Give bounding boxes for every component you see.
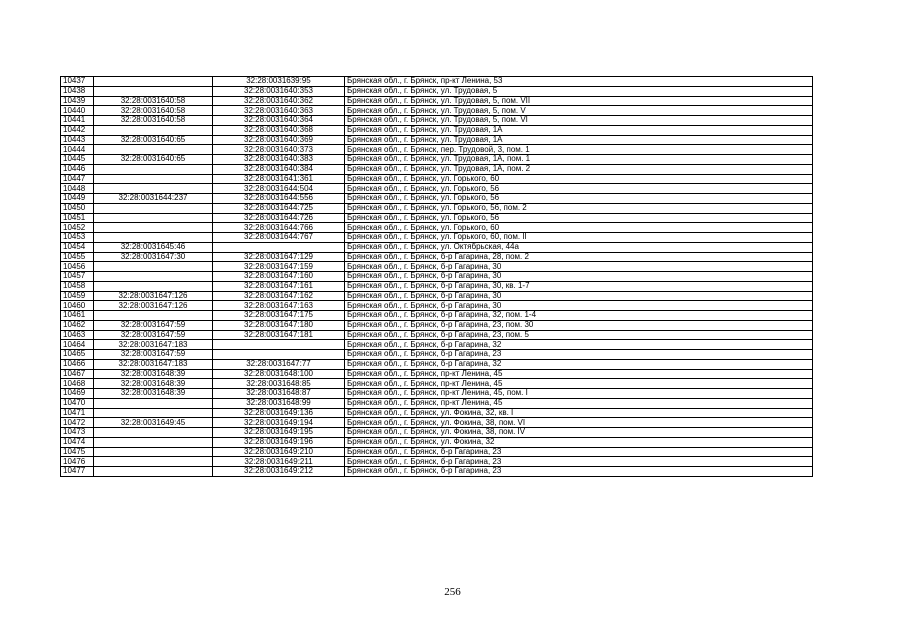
address-cell: Брянская обл., г. Брянск, ул. Трудовая, 5, пом. VI: [345, 116, 813, 126]
address-cell: Брянская обл., г. Брянск, ул. Горького, 56: [345, 184, 813, 194]
address-cell: Брянская обл., г. Брянск, ул. Трудовая, 1А, пом. 1: [345, 155, 813, 165]
table-row: [61, 106, 813, 116]
address-cell: Брянская обл., г. Брянск, ул. Трудовая, 5, пом. V: [345, 106, 813, 116]
table-row: [61, 281, 813, 291]
parent-cadastral-number-cell: 32:28:0031640:58: [94, 116, 213, 126]
cadastral-number-cell: 32:28:0031647:175: [213, 311, 345, 321]
cadastral-number-cell: 32:28:0031640:384: [213, 164, 345, 174]
table-row: [61, 252, 813, 262]
row-number-cell: 10472: [61, 418, 94, 428]
parent-cadastral-number-cell: [94, 398, 213, 408]
parent-cadastral-number-cell: 32:28:0031647:183: [94, 340, 213, 350]
address-cell: Брянская обл., г. Брянск, б-р Гагарина, 30, кв. 1-7: [345, 281, 813, 291]
parent-cadastral-number-cell: [94, 213, 213, 223]
table-row: [61, 467, 813, 477]
address-cell: Брянская обл., г. Брянск, ул. Фокина, 32, кв. I: [345, 408, 813, 418]
page-number: 256: [444, 586, 461, 598]
table-row: [61, 213, 813, 223]
table-row: [61, 340, 813, 350]
address-cell: Брянская обл., г. Брянск, б-р Гагарина, 30: [345, 291, 813, 301]
row-number-cell: 10446: [61, 164, 94, 174]
address-cell: Брянская обл., г. Брянск, ул. Трудовая, 1А: [345, 125, 813, 135]
parent-cadastral-number-cell: [94, 457, 213, 467]
table-row: [61, 233, 813, 243]
cadastral-number-cell: 32:28:0031640:362: [213, 96, 345, 106]
row-number-cell: 10465: [61, 350, 94, 360]
cadastral-number-cell: [213, 242, 345, 252]
address-cell: Брянская обл., г. Брянск, б-р Гагарина, 23, пом. 5: [345, 330, 813, 340]
parent-cadastral-number-cell: 32:28:0031644:237: [94, 194, 213, 204]
cadastral-number-cell: 32:28:0031647:129: [213, 252, 345, 262]
parent-cadastral-number-cell: [94, 311, 213, 321]
address-cell: Брянская обл., г. Брянск, б-р Гагарина, 23, пом. 30: [345, 320, 813, 330]
row-number-cell: 10470: [61, 398, 94, 408]
row-number-cell: 10443: [61, 135, 94, 145]
row-number-cell: 10473: [61, 428, 94, 438]
row-number-cell: 10474: [61, 437, 94, 447]
address-cell: Брянская обл., г. Брянск, б-р Гагарина, 28, пом. 2: [345, 252, 813, 262]
address-cell: Брянская обл., г. Брянск, б-р Гагарина, 23: [345, 467, 813, 477]
table-row: [61, 272, 813, 282]
table-row: [61, 330, 813, 340]
cadastral-number-cell: 32:28:0031648:99: [213, 398, 345, 408]
table-row: [61, 447, 813, 457]
cadastral-number-cell: 32:28:0031648:85: [213, 379, 345, 389]
row-number-cell: 10477: [61, 467, 94, 477]
address-cell: Брянская обл., г. Брянск, ул. Трудовая, 1А, пом. 2: [345, 164, 813, 174]
row-number-cell: 10440: [61, 106, 94, 116]
cadastral-number-cell: 32:28:0031649:210: [213, 447, 345, 457]
table-row: [61, 311, 813, 321]
cadastral-number-cell: 32:28:0031649:196: [213, 437, 345, 447]
cadastral-number-cell: 32:28:0031640:373: [213, 145, 345, 155]
address-cell: Брянская обл., г. Брянск, ул. Трудовая, 1А: [345, 135, 813, 145]
parent-cadastral-number-cell: [94, 233, 213, 243]
row-number-cell: 10464: [61, 340, 94, 350]
table-row: [61, 116, 813, 126]
address-cell: Брянская обл., г. Брянск, ул. Горького, 56: [345, 213, 813, 223]
table-row: [61, 389, 813, 399]
row-number-cell: 10451: [61, 213, 94, 223]
address-cell: Брянская обл., г. Брянск, ул. Горького, 60: [345, 223, 813, 233]
cadastral-number-cell: 32:28:0031640:369: [213, 135, 345, 145]
table-row: [61, 194, 813, 204]
address-cell: Брянская обл., г. Брянск, пер. Трудовой, 3, пом. 1: [345, 145, 813, 155]
row-number-cell: 10475: [61, 447, 94, 457]
cadastral-number-cell: [213, 350, 345, 360]
parent-cadastral-number-cell: 32:28:0031649:45: [94, 418, 213, 428]
row-number-cell: 10468: [61, 379, 94, 389]
cadastral-number-cell: 32:28:0031649:194: [213, 418, 345, 428]
cadastral-number-cell: 32:28:0031644:726: [213, 213, 345, 223]
table-row: [61, 320, 813, 330]
parent-cadastral-number-cell: [94, 77, 213, 87]
table-row: [61, 408, 813, 418]
address-cell: Брянская обл., г. Брянск, б-р Гагарина, 30: [345, 301, 813, 311]
parent-cadastral-number-cell: [94, 262, 213, 272]
cadastral-number-cell: 32:28:0031640:363: [213, 106, 345, 116]
row-number-cell: 10449: [61, 194, 94, 204]
table-row: [61, 164, 813, 174]
table-row: [61, 437, 813, 447]
parent-cadastral-number-cell: 32:28:0031647:59: [94, 320, 213, 330]
row-number-cell: 10452: [61, 223, 94, 233]
address-cell: Брянская обл., г. Брянск, пр-кт Ленина, 45: [345, 398, 813, 408]
address-cell: Брянская обл., г. Брянск, б-р Гагарина, 32: [345, 359, 813, 369]
table-row: [61, 135, 813, 145]
cadastral-number-cell: 32:28:0031647:163: [213, 301, 345, 311]
table-row: [61, 359, 813, 369]
row-number-cell: 10469: [61, 389, 94, 399]
parent-cadastral-number-cell: [94, 467, 213, 477]
row-number-cell: 10466: [61, 359, 94, 369]
property-table: [60, 76, 813, 477]
cadastral-number-cell: 32:28:0031644:504: [213, 184, 345, 194]
row-number-cell: 10444: [61, 145, 94, 155]
row-number-cell: 10476: [61, 457, 94, 467]
table-row: [61, 398, 813, 408]
row-number-cell: 10453: [61, 233, 94, 243]
address-cell: Брянская обл., г. Брянск, ул. Горького, 60: [345, 174, 813, 184]
table-row: [61, 155, 813, 165]
cadastral-number-cell: 32:28:0031649:136: [213, 408, 345, 418]
address-cell: Брянская обл., г. Брянск, пр-кт Ленина, 53: [345, 77, 813, 87]
row-number-cell: 10459: [61, 291, 94, 301]
row-number-cell: 10441: [61, 116, 94, 126]
cadastral-number-cell: 32:28:0031647:159: [213, 262, 345, 272]
table-row: [61, 428, 813, 438]
parent-cadastral-number-cell: 32:28:0031640:65: [94, 135, 213, 145]
row-number-cell: 10461: [61, 311, 94, 321]
parent-cadastral-number-cell: 32:28:0031648:39: [94, 389, 213, 399]
address-cell: Брянская обл., г. Брянск, ул. Горького, 60, пом. II: [345, 233, 813, 243]
cadastral-number-cell: 32:28:0031644:766: [213, 223, 345, 233]
parent-cadastral-number-cell: 32:28:0031647:59: [94, 350, 213, 360]
parent-cadastral-number-cell: 32:28:0031640:58: [94, 106, 213, 116]
cadastral-number-cell: 32:28:0031640:353: [213, 86, 345, 96]
address-cell: Брянская обл., г. Брянск, пр-кт Ленина, 45: [345, 369, 813, 379]
row-number-cell: 10447: [61, 174, 94, 184]
address-cell: Брянская обл., г. Брянск, б-р Гагарина, 23: [345, 457, 813, 467]
address-cell: Брянская обл., г. Брянск, пр-кт Ленина, 45: [345, 379, 813, 389]
cadastral-number-cell: 32:28:0031648:100: [213, 369, 345, 379]
row-number-cell: 10467: [61, 369, 94, 379]
address-cell: Брянская обл., г. Брянск, ул. Фокина, 32: [345, 437, 813, 447]
cadastral-number-cell: 32:28:0031647:162: [213, 291, 345, 301]
parent-cadastral-number-cell: 32:28:0031647:126: [94, 301, 213, 311]
address-cell: Брянская обл., г. Брянск, б-р Гагарина, 30: [345, 272, 813, 282]
row-number-cell: 10450: [61, 203, 94, 213]
parent-cadastral-number-cell: [94, 437, 213, 447]
table-row: [61, 145, 813, 155]
table-row: [61, 379, 813, 389]
parent-cadastral-number-cell: 32:28:0031647:30: [94, 252, 213, 262]
cadastral-number-cell: [213, 340, 345, 350]
table-row: [61, 96, 813, 106]
property-table-body: [61, 77, 813, 477]
parent-cadastral-number-cell: [94, 184, 213, 194]
cadastral-number-cell: 32:28:0031649:195: [213, 428, 345, 438]
address-cell: Брянская обл., г. Брянск, б-р Гагарина, 32: [345, 340, 813, 350]
parent-cadastral-number-cell: [94, 281, 213, 291]
row-number-cell: 10445: [61, 155, 94, 165]
row-number-cell: 10462: [61, 320, 94, 330]
cadastral-number-cell: 32:28:0031647:77: [213, 359, 345, 369]
address-cell: Брянская обл., г. Брянск, пр-кт Ленина, 45, пом. I: [345, 389, 813, 399]
cadastral-number-cell: 32:28:0031639:95: [213, 77, 345, 87]
row-number-cell: 10448: [61, 184, 94, 194]
table-row: [61, 301, 813, 311]
table-row: [61, 125, 813, 135]
table-row: [61, 457, 813, 467]
parent-cadastral-number-cell: [94, 203, 213, 213]
table-row: [61, 203, 813, 213]
address-cell: Брянская обл., г. Брянск, ул. Октябрьская, 44а: [345, 242, 813, 252]
parent-cadastral-number-cell: [94, 447, 213, 457]
parent-cadastral-number-cell: [94, 223, 213, 233]
parent-cadastral-number-cell: [94, 164, 213, 174]
parent-cadastral-number-cell: 32:28:0031648:39: [94, 379, 213, 389]
table-row: [61, 242, 813, 252]
parent-cadastral-number-cell: [94, 428, 213, 438]
row-number-cell: 10471: [61, 408, 94, 418]
parent-cadastral-number-cell: 32:28:0031647:126: [94, 291, 213, 301]
cadastral-number-cell: 32:28:0031649:212: [213, 467, 345, 477]
row-number-cell: 10454: [61, 242, 94, 252]
row-number-cell: 10463: [61, 330, 94, 340]
parent-cadastral-number-cell: 32:28:0031645:46: [94, 242, 213, 252]
address-cell: Брянская обл., г. Брянск, ул. Трудовая, 5: [345, 86, 813, 96]
cadastral-number-cell: 32:28:0031644:556: [213, 194, 345, 204]
table-row: [61, 184, 813, 194]
cadastral-number-cell: 32:28:0031644:725: [213, 203, 345, 213]
table-row: [61, 369, 813, 379]
cadastral-number-cell: 32:28:0031644:767: [213, 233, 345, 243]
row-number-cell: 10439: [61, 96, 94, 106]
table-row: [61, 291, 813, 301]
cadastral-number-cell: 32:28:0031648:87: [213, 389, 345, 399]
row-number-cell: 10442: [61, 125, 94, 135]
address-cell: Брянская обл., г. Брянск, ул. Фокина, 38, пом. VI: [345, 418, 813, 428]
row-number-cell: 10458: [61, 281, 94, 291]
row-number-cell: 10457: [61, 272, 94, 282]
table-row: [61, 174, 813, 184]
row-number-cell: 10455: [61, 252, 94, 262]
table-row: [61, 77, 813, 87]
cadastral-number-cell: 32:28:0031647:181: [213, 330, 345, 340]
cadastral-number-cell: 32:28:0031649:211: [213, 457, 345, 467]
address-cell: Брянская обл., г. Брянск, б-р Гагарина, 30: [345, 262, 813, 272]
cadastral-number-cell: 32:28:0031640:364: [213, 116, 345, 126]
address-cell: Брянская обл., г. Брянск, ул. Трудовая, 5, пом. VII: [345, 96, 813, 106]
parent-cadastral-number-cell: 32:28:0031640:58: [94, 96, 213, 106]
parent-cadastral-number-cell: [94, 125, 213, 135]
parent-cadastral-number-cell: 32:28:0031648:39: [94, 369, 213, 379]
address-cell: Брянская обл., г. Брянск, ул. Фокина, 38, пом. IV: [345, 428, 813, 438]
table-row: [61, 418, 813, 428]
parent-cadastral-number-cell: [94, 86, 213, 96]
cadastral-number-cell: 32:28:0031647:160: [213, 272, 345, 282]
parent-cadastral-number-cell: 32:28:0031647:59: [94, 330, 213, 340]
row-number-cell: 10456: [61, 262, 94, 272]
cadastral-number-cell: 32:28:0031641:361: [213, 174, 345, 184]
cadastral-number-cell: 32:28:0031647:161: [213, 281, 345, 291]
address-cell: Брянская обл., г. Брянск, б-р Гагарина, 23: [345, 350, 813, 360]
parent-cadastral-number-cell: [94, 145, 213, 155]
cadastral-number-cell: 32:28:0031640:383: [213, 155, 345, 165]
table-row: [61, 350, 813, 360]
row-number-cell: 10460: [61, 301, 94, 311]
table-row: [61, 223, 813, 233]
parent-cadastral-number-cell: [94, 174, 213, 184]
address-cell: Брянская обл., г. Брянск, б-р Гагарина, 32, пом. 1-4: [345, 311, 813, 321]
cadastral-number-cell: 32:28:0031647:180: [213, 320, 345, 330]
row-number-cell: 10437: [61, 77, 94, 87]
address-cell: Брянская обл., г. Брянск, ул. Горького, 56: [345, 194, 813, 204]
parent-cadastral-number-cell: 32:28:0031647:183: [94, 359, 213, 369]
address-cell: Брянская обл., г. Брянск, ул. Горького, 56, пом. 2: [345, 203, 813, 213]
row-number-cell: 10438: [61, 86, 94, 96]
parent-cadastral-number-cell: [94, 272, 213, 282]
address-cell: Брянская обл., г. Брянск, б-р Гагарина, 23: [345, 447, 813, 457]
table-row: [61, 262, 813, 272]
parent-cadastral-number-cell: 32:28:0031640:65: [94, 155, 213, 165]
table-row: [61, 86, 813, 96]
cadastral-number-cell: 32:28:0031640:368: [213, 125, 345, 135]
parent-cadastral-number-cell: [94, 408, 213, 418]
